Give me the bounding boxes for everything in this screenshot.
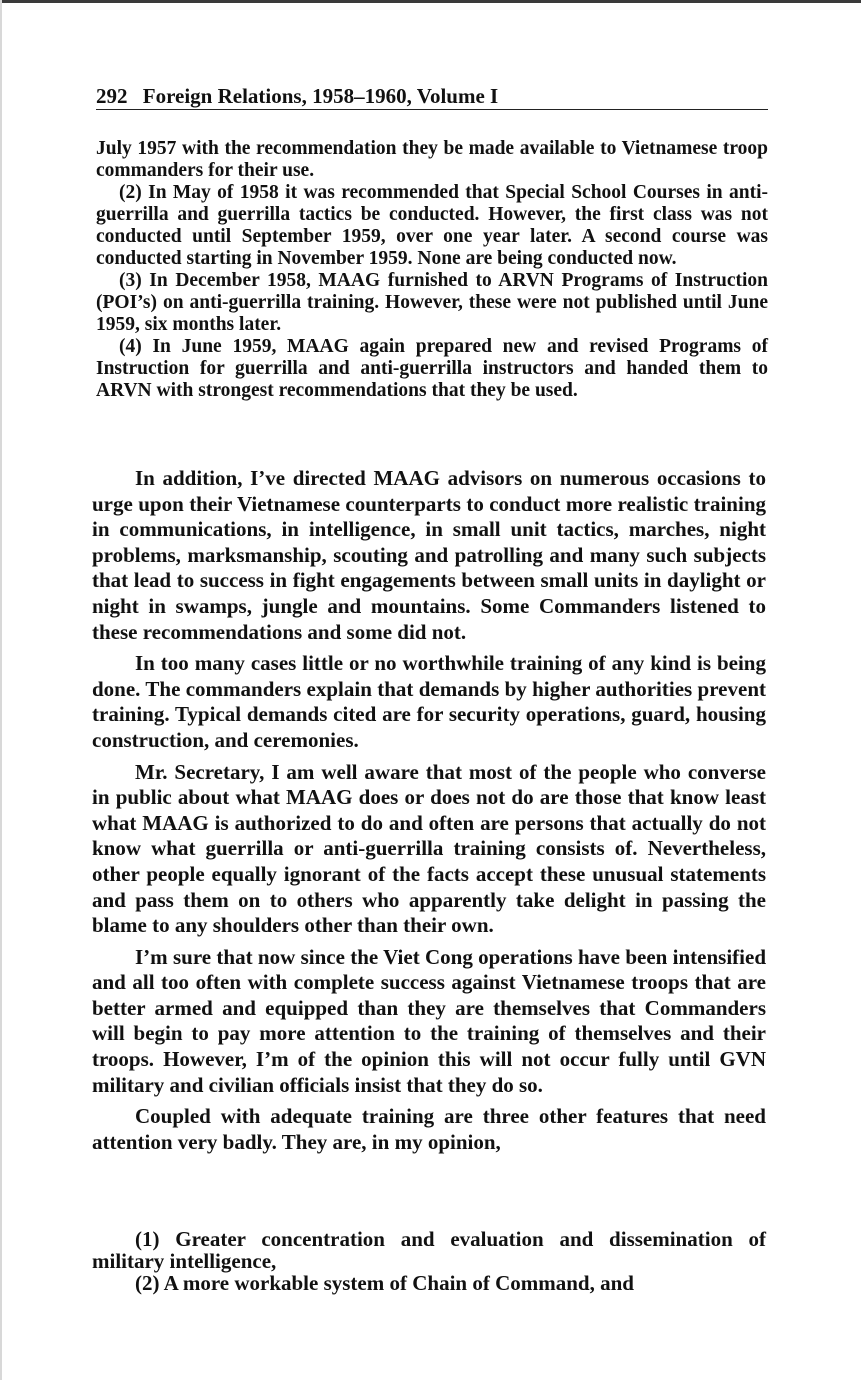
running-header — [96, 83, 768, 110]
quote-paragraph: (3) In December 1958, MAAG furnished to ARVN Programs of Instruction (POI’s) on anti-guerrilla training. However, these were not published until June 1959, six months later. — [96, 270, 768, 335]
scan-left-border — [0, 0, 2, 1380]
body-paragraph: In too many cases little or no worthwhile training of any kind is being done. The commanders explain that demands by higher authorities prevent training. Typical demands cited are for security operations, guard, housing construction, and ceremonies. — [92, 651, 766, 752]
running-title: Foreign Relations, 1958–1960, Volume I — [142, 84, 499, 108]
body-paragraph: Mr. Secretary, I am well aware that most of the people who converse in public about what MAAG does or does not do are those that know least what MAAG is authorized to do and often are persons that actually do not know what guerrilla or anti-guerrilla training consists of. Nevertheless, other people equally ignorant of the facts accept these unusual statements and pass them on to others who apparently take delight in passing the blame to any shoulders other than their own. — [92, 759, 766, 938]
numbered-list — [92, 1228, 766, 1294]
list-item: (2) A more workable system of Chain of Command, and — [135, 1271, 634, 1295]
body-paragraph: Coupled with adequate training are three other features that need attention very badly. They are, in my opinion, — [92, 1104, 766, 1154]
page-number: 292 — [96, 84, 128, 108]
list-item: (1) Greater concentration and evaluation and dissemination of military intelligence, — [92, 1227, 766, 1273]
quote-paragraph: July 1957 with the recommendation they be made available to Vietnamese troop commanders for their use. — [96, 138, 768, 181]
body-text — [92, 466, 766, 1161]
quoted-list-block — [96, 138, 768, 402]
body-paragraph: I’m sure that now since the Viet Cong operations have been intensified and all too often with complete success against Vietnamese troops that are better armed and equipped than they are themselves that Commanders will begin to pay more attention to the training of themselves and their troops. However, I’m of the opinion this will not occur fully until GVN military and civilian officials insist that they do so. — [92, 944, 766, 1097]
quote-paragraph: (2) In May of 1958 it was recommended that Special School Courses in anti-guerrilla and guerrilla tactics be conducted. However, the first class was not conducted until September 1959, over one year later. A second course was conducted starting in November 1959. None are being conducted now. — [96, 182, 768, 269]
body-paragraph: In addition, I’ve directed MAAG advisors on numerous occasions to urge upon their Vietnamese counterparts to conduct more realistic training in communications, in intelligence, in small unit tactics, marches, night problems, marksmanship, scouting and patrolling and many such subjects that lead to success in fight engagements between small units in daylight or night in swamps, jungle and mountains. Some Commanders listened to these recommendations and some did not. — [92, 466, 766, 644]
quote-paragraph: (4) In June 1959, MAAG again prepared new and revised Programs of Instruction for guerrilla and anti-guerrilla instructors and handed them to ARVN with strongest recommendations that they be used. — [96, 336, 768, 401]
scan-top-border — [0, 0, 861, 3]
